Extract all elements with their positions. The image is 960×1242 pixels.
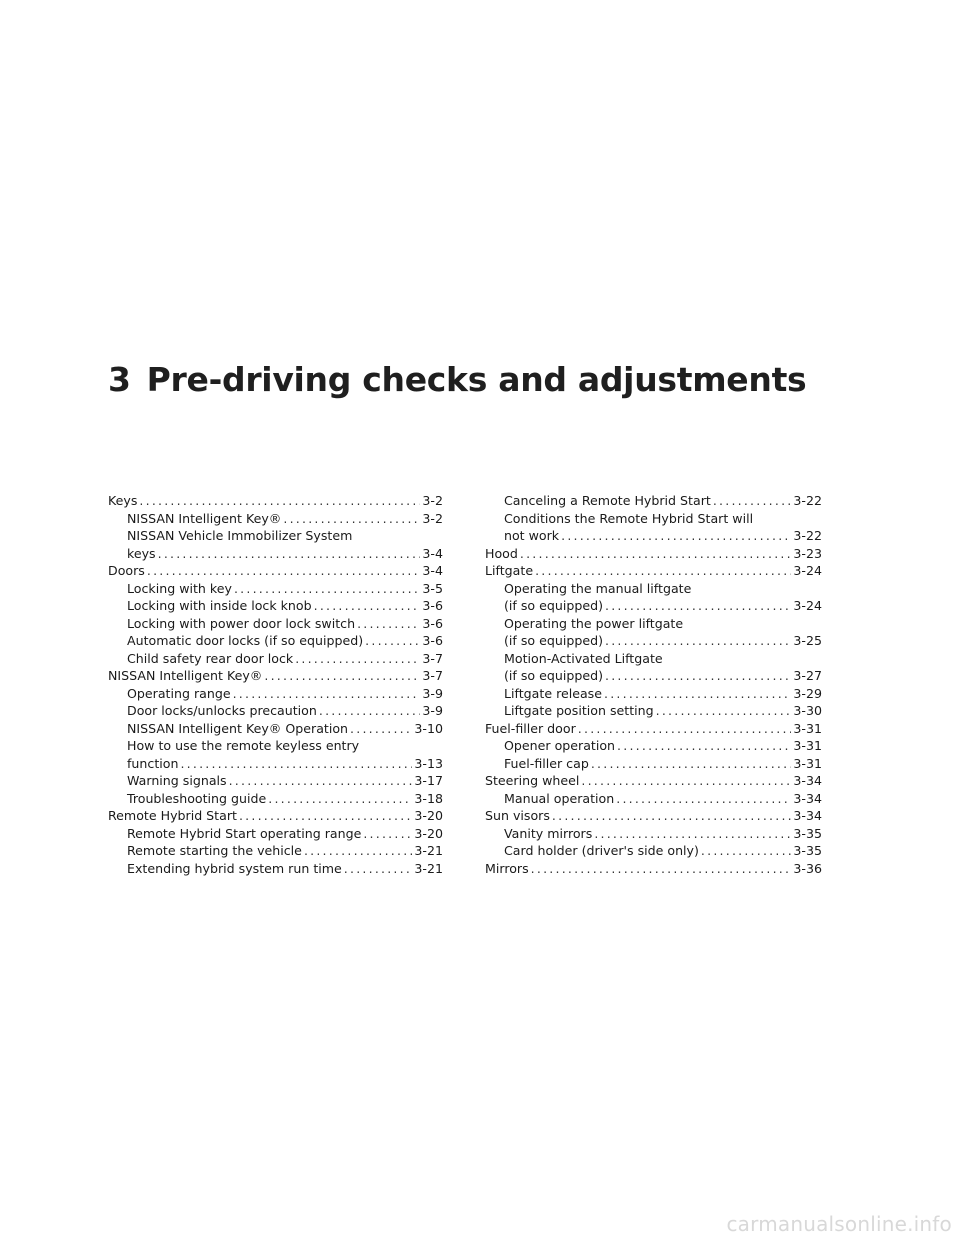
toc-entry-page: 3-6 [422,615,443,631]
toc-entry-label-line1: Operating the manual liftgate [504,580,692,596]
toc-entry-row [127,790,443,808]
dot-leader [357,615,420,633]
toc-entry-label: NISSAN Intelligent Key® [127,510,282,526]
dot-leader [561,527,791,545]
toc-entry-label: Hood [485,545,518,561]
toc-entry[interactable] [108,667,443,685]
toc-entry[interactable] [108,737,443,772]
toc-entry-row [108,667,443,685]
toc-entry-label: Door locks/unlocks precaution [127,703,317,718]
toc-entry-label: (if so equipped) [504,633,603,648]
toc-entry-label: NISSAN Intelligent Key® Operation [127,720,349,736]
dot-leader [656,702,792,720]
dot-leader [233,685,421,703]
toc-entry-page: 3-30 [793,703,822,718]
toc-entry-row [485,772,822,790]
dot-leader [295,650,420,668]
toc-entry[interactable] [485,702,822,720]
toc-entry-row [485,545,822,563]
toc-entry-row [127,580,443,598]
dot-leader [268,790,412,808]
toc-entry[interactable] [108,807,443,825]
dot-leader [283,510,420,528]
toc-entry-row [504,702,822,720]
dot-leader [147,562,421,580]
toc-entry[interactable] [108,580,443,598]
toc-entry-page: 3-31 [793,720,822,736]
toc-entry[interactable] [108,720,443,738]
toc-entry-label: Manual operation [504,790,615,806]
toc-entry-row [485,562,822,580]
toc-entry[interactable] [485,755,822,773]
toc-entry-label: function [127,755,179,771]
toc-entry-page: 3-2 [422,493,443,508]
toc-entry-label: not work [504,528,560,543]
toc-entry[interactable] [485,842,822,860]
toc-entry-row [127,720,443,738]
toc-entry[interactable] [108,527,443,562]
toc-entry[interactable] [485,860,822,878]
dot-leader [363,825,412,843]
toc-entry[interactable] [108,825,443,843]
toc-entry-row [127,632,443,650]
toc-entry-label: Canceling a Remote Hybrid Start [504,493,711,508]
toc-entry-page: 3-22 [793,528,822,543]
toc-entry-row [504,825,822,843]
toc-entry-label: Vanity mirrors [504,825,593,841]
toc-entry-row [485,807,822,825]
dot-leader [304,842,412,860]
toc-entry-row [127,825,443,843]
toc-entry-label: Extending hybrid system run time [127,860,342,876]
toc-entry-page: 3-35 [793,843,822,858]
toc-entry-label: Remote Hybrid Start operating range [127,825,362,841]
dot-leader [264,667,420,685]
toc-entry[interactable] [108,562,443,580]
dot-leader [229,772,413,790]
toc-entry-page: 3-25 [793,633,822,648]
dot-leader [531,860,792,878]
toc-entry-page: 3-36 [793,860,822,876]
toc-entry-label: Keys [108,493,138,508]
toc-entry-row [504,527,822,545]
dot-leader [616,790,791,808]
toc-left-column [108,492,443,877]
toc-entry-row [504,492,822,510]
toc-entry[interactable] [108,685,443,703]
toc-entry[interactable] [485,580,822,615]
dot-leader [581,772,791,790]
dot-leader [605,667,791,685]
toc-entry-row [504,632,822,650]
toc-entry-label-line1: NISSAN Vehicle Immobilizer System [127,528,353,543]
toc-entry-row [127,545,443,563]
toc-entry-page: 3-4 [422,563,443,578]
toc-entry-row [504,667,822,685]
toc-entry-label: Doors [108,563,145,578]
dot-leader [578,720,792,738]
toc-entry[interactable] [485,615,822,650]
toc-entry[interactable] [108,510,443,528]
toc-entry[interactable] [485,492,822,510]
watermark: carmanualsonline.info [726,1212,952,1236]
toc-entry[interactable] [485,790,822,808]
toc-entry-page: 3-31 [793,755,822,771]
toc-entry-label: Warning signals [127,773,227,788]
dot-leader [535,562,791,580]
dot-leader [713,492,792,510]
toc-entry-row [504,842,822,860]
toc-entry-page: 3-29 [793,685,822,701]
toc-entry-row [485,720,822,738]
dot-leader [605,632,791,650]
toc-entry-label: Child safety rear door lock [127,650,294,666]
toc-entry[interactable] [108,790,443,808]
toc-entry-page: 3-5 [422,580,443,596]
toc-entry-page: 3-24 [793,563,822,578]
dot-leader [605,597,791,615]
toc-entry-page: 3-31 [793,738,822,753]
toc-entry-label: (if so equipped) [504,598,603,613]
toc-entry-page: 3-22 [793,493,822,508]
toc-entry-label: Remote starting the vehicle [127,843,302,858]
toc-entry-page: 3-23 [793,545,822,561]
toc-entry-page: 3-9 [422,703,443,718]
toc-entry[interactable] [108,632,443,650]
toc-entry[interactable] [485,510,822,545]
toc-entry-row [127,772,443,790]
toc-entry-page: 3-4 [422,545,443,561]
toc-entry-page: 3-27 [793,668,822,683]
toc-entry-page: 3-34 [793,773,822,788]
dot-leader [180,755,412,773]
toc-entry-row [127,597,443,615]
chapter-title-text: Pre-driving checks and adjustments [146,360,807,399]
toc-entry-page: 3-10 [414,720,443,736]
toc-entry-row [504,685,822,703]
toc-entry-label: Mirrors [485,860,529,876]
dot-leader [617,737,791,755]
chapter-number: 3 [108,360,131,399]
toc-entry-page: 3-21 [414,843,443,858]
toc-entry-label: Locking with power door lock switch [127,615,356,631]
dot-leader [139,492,420,510]
toc-entry-label: Sun visors [485,808,550,823]
toc-entry-label: Card holder (driver's side only) [504,843,699,858]
toc-entry-row [127,650,443,668]
toc-entry-label: Locking with key [127,580,232,596]
toc-entry[interactable] [108,702,443,720]
toc-entry-row [504,597,822,615]
dot-leader [520,545,792,563]
dot-leader [604,685,791,703]
toc-entry-row [504,755,822,773]
toc-entry-page: 3-20 [414,825,443,841]
dot-leader [319,702,421,720]
toc-entry-row [127,510,443,528]
toc-entry-label: NISSAN Intelligent Key® [108,668,263,683]
dot-leader [350,720,412,738]
dot-leader [344,860,413,878]
toc-entry-label-line1: Motion-Activated Liftgate [504,650,663,666]
toc-entry[interactable] [485,807,822,825]
toc-entry-label: Automatic door locks (if so equipped) [127,633,364,648]
toc-entry-row [127,615,443,633]
toc-entry-page: 3-24 [793,598,822,613]
toc-entry-row [108,807,443,825]
toc-entry[interactable] [108,492,443,510]
toc-right-column [485,492,822,877]
toc-entry[interactable] [108,772,443,790]
toc-entry-label: Liftgate release [504,685,602,701]
toc-entry-page: 3-6 [422,598,443,613]
dot-leader [594,825,791,843]
chapter-title [108,360,806,399]
dot-leader [591,755,792,773]
toc-entry-page: 3-6 [422,633,443,648]
toc-entry-label: Fuel-filler door [485,720,576,736]
toc-entry[interactable] [485,650,822,685]
toc-entry[interactable] [485,772,822,790]
toc-entry-label: Opener operation [504,738,616,753]
toc-entry-page: 3-35 [793,825,822,841]
toc-entry-page: 3-17 [414,773,443,788]
dot-leader [234,580,420,598]
toc-entry-row [485,860,822,878]
toc-entry-row [127,842,443,860]
dot-leader [314,597,421,615]
toc-entry[interactable] [485,562,822,580]
toc-entry-page: 3-34 [793,790,822,806]
toc-entry[interactable] [485,737,822,755]
toc-entry-row [127,860,443,878]
toc-entry[interactable] [485,825,822,843]
toc-entry-page: 3-9 [422,685,443,701]
toc-entry-page: 3-13 [414,755,443,771]
toc-entry-row [127,755,443,773]
toc-entry-page: 3-21 [414,860,443,876]
toc-entry-row [108,492,443,510]
dot-leader [158,545,421,563]
toc-entry-label: Remote Hybrid Start [108,808,237,823]
toc-entry-label: Locking with inside lock knob [127,598,312,613]
toc-entry-row [108,562,443,580]
toc-entry-label-line1: How to use the remote keyless entry [127,738,360,753]
toc-entry[interactable] [108,860,443,878]
dot-leader [365,632,420,650]
toc-entry-label-line1: Operating the power liftgate [504,615,684,631]
toc-entry[interactable] [108,650,443,668]
toc-entry-label: Liftgate [485,563,534,578]
toc-entry[interactable] [108,842,443,860]
toc-entry[interactable] [108,597,443,615]
toc-entry-page: 3-7 [422,650,443,666]
toc-entry-label: Troubleshooting guide [127,790,267,806]
toc-entry-page: 3-2 [422,510,443,526]
toc-entry-label: Liftgate position setting [504,703,654,718]
toc-entry-page: 3-20 [414,808,443,823]
toc-entry-page: 3-18 [414,790,443,806]
toc-entry-row [504,790,822,808]
toc-entry-label: keys [127,545,156,561]
toc-entry-label: Fuel-filler cap [504,755,589,771]
toc-entry-page: 3-7 [422,668,443,683]
toc-entry[interactable] [108,615,443,633]
dot-leader [239,807,412,825]
toc-entry[interactable] [485,720,822,738]
toc-entry-row [127,702,443,720]
toc-entry[interactable] [485,545,822,563]
toc-entry-page: 3-34 [793,808,822,823]
toc-entry-row [127,685,443,703]
toc-entry-label: Operating range [127,685,231,701]
toc-entry-row [504,737,822,755]
toc-entry-label: (if so equipped) [504,668,603,683]
dot-leader [552,807,791,825]
toc-entry-label: Steering wheel [485,773,580,788]
toc-entry-label-line1: Conditions the Remote Hybrid Start will [504,510,754,526]
toc-entry[interactable] [485,685,822,703]
dot-leader [701,842,791,860]
